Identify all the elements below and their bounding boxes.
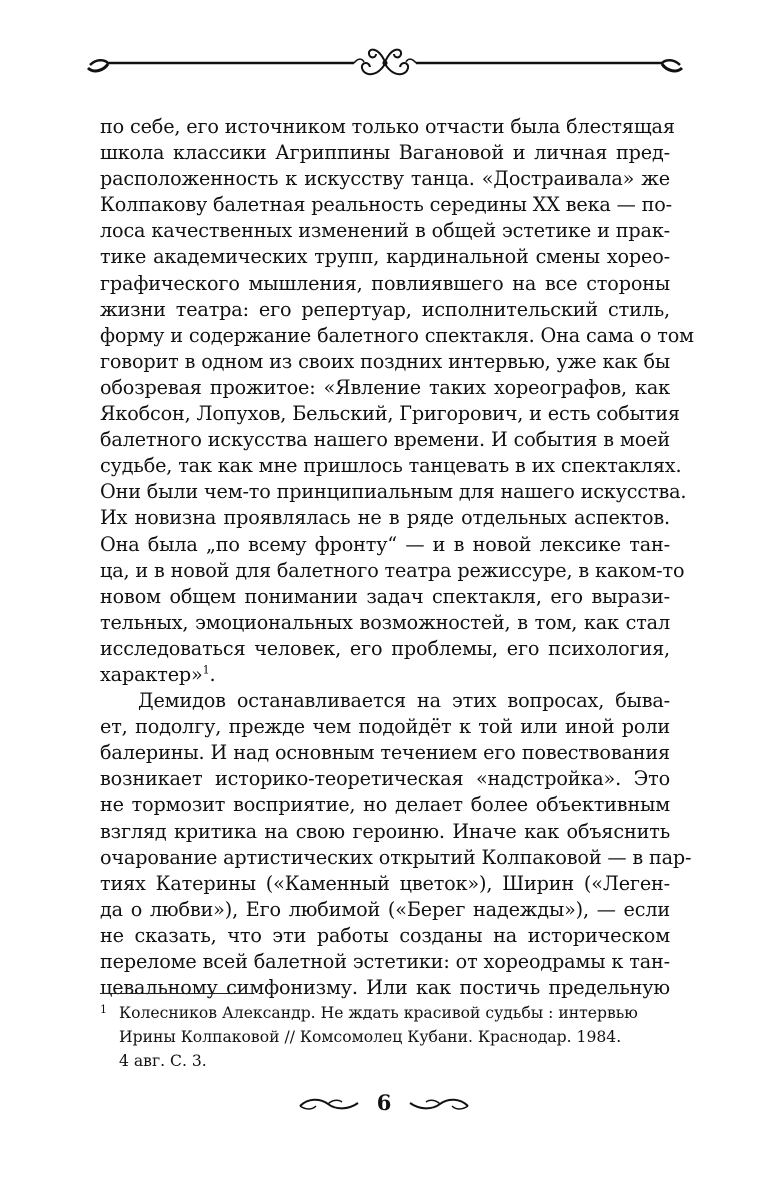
text-line: ет, подолгу, прежде чем подойдёт к той или иной роли [100, 715, 670, 739]
text-fragment: . [209, 662, 216, 686]
text-line: балетного искусства нашего времени. И события в моей [100, 428, 670, 452]
text-line: школа классики Агриппины Вагановой и личная пред- [100, 141, 670, 165]
footnote-line: 4 авг. С. 3. [119, 1052, 207, 1070]
text-line: новом общем понимании задач спектакля, его вырази- [100, 584, 670, 608]
footnote-line: Колесников Александр. Не ждать красивой судьбы : интервью [119, 1004, 638, 1022]
text-line: форму и содержание балетного спектакля. Она сама о том [100, 323, 694, 347]
text-line: цевальному симфонизму. Или как постичь предельную [100, 976, 670, 1000]
page-number: 6 [376, 1090, 392, 1115]
footnote [100, 1001, 670, 1073]
text-line: лоса качественных изменений в общей эстетике и прак- [100, 219, 670, 243]
text-line: возникает историко-теоретическая «надстройка». Это [100, 767, 670, 791]
text-line: не тормозит восприятие, но делает более объективным [100, 793, 670, 817]
text-line: по себе, его источником только отчасти была блестящая [100, 115, 675, 138]
text-line: не сказать, что эти работы созданы на историческом [100, 923, 670, 947]
text-line: исследоваться человек, его проблемы, его психология, [100, 636, 670, 660]
footnote-reference[interactable]: 1 [202, 663, 210, 677]
footnote-line: Ирины Колпаковой // Комсомолец Кубани. Краснодар. 1984. [119, 1028, 622, 1046]
page-footer [0, 1088, 768, 1124]
text-line: ца, и в новой для балетного театра режиссуре, в каком-то [100, 558, 685, 582]
body-text [100, 114, 694, 1001]
footnote-divider [100, 993, 250, 994]
text-line: Их новизна проявлялась не в ряде отдельных аспектов. [100, 506, 670, 530]
text-line: переломе всей балетной эстетики: от хореодрамы к тан- [100, 950, 670, 973]
text-line: Якобсон, Лопухов, Бельский, Григорович, и есть события [100, 402, 680, 426]
text-line: взгляд критика на свою героиню. Иначе как объяснить [100, 819, 670, 843]
text-line: балерины. И над основным течением его повествования [100, 741, 670, 765]
text-line: Колпакову балетная реальность середины XX века — по- [100, 193, 673, 217]
text-line: тельных, эмоциональных возможностей, в том, как стал [100, 610, 670, 634]
paragraph-end-line [100, 662, 670, 688]
top-ornament [86, 40, 684, 84]
text-line: расположенность к искусству танца. «Достраивала» же [100, 167, 670, 191]
text-line: обозревая прожитое: «Явление таких хореографов, как [100, 375, 670, 399]
text-line: говорит в одном из своих поздних интервью, уже как бы [100, 349, 670, 373]
text-line: Демидов останавливается на этих вопросах, быва- [138, 689, 670, 713]
text-line: тиях Катерины («Каменный цветок»), Ширин («Леген- [100, 871, 670, 895]
text-line: очарование артистических открытий Колпаковой — в пар- [100, 845, 692, 869]
text-line: жизни театра: его репертуар, исполнительский стиль, [100, 297, 670, 321]
text-line: Она была „по всему фронту“ — и в новой лексике тан- [100, 532, 670, 556]
text-line: да о любви»), Его любимой («Берег надежды»), — если [100, 897, 670, 921]
text-line: Они были чем-то принципиальным для нашего искусства. [100, 480, 687, 504]
text-line: судьбе, так как мне пришлось танцевать в их спектаклях. [100, 454, 682, 478]
text-line: графического мышления, повлиявшего на все стороны [100, 271, 670, 295]
left-flourish-icon [298, 1094, 360, 1114]
text-line: тике академических трупп, кардинальной смены хорео- [100, 245, 670, 269]
text-fragment: характер» [100, 662, 203, 686]
footnote-number: 1 [100, 1003, 107, 1016]
right-flourish-icon [408, 1094, 470, 1114]
